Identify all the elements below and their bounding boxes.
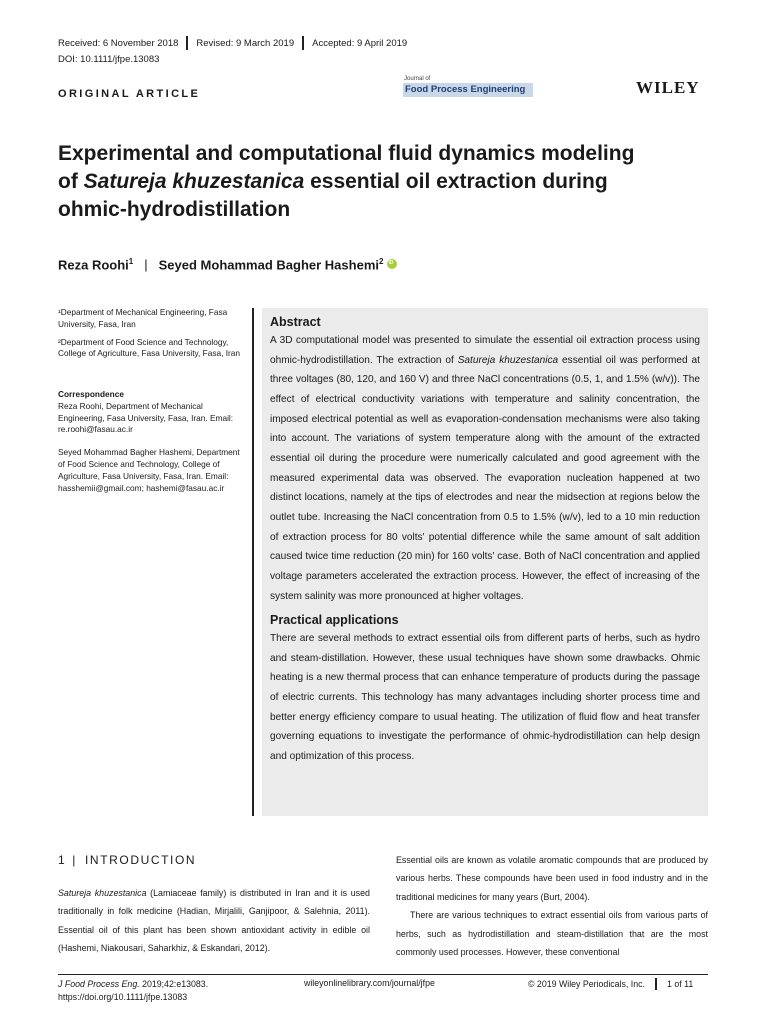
affiliation-2: ²Department of Food Science and Technology, College of Agriculture, Fasa University, Fasa, Iran [58, 336, 240, 359]
abstract-text: A 3D computational model was presented to simulate the essential oil extraction process using ohmic-hydrodistillation. The extraction of Satureja khuzestanica essential oil was performed at three voltages (80, 120, and 160 V) and three NaCl concentrations (0.5, 1, and 1.5% (w/v)). The effect of electrical conductivity variations with temperature and salinity concentration, the imposed electrical potential as well as evaporation-condensation mechanisms were also taking into account. The variations of system temperature along with the amount of the extracted essential oil during the procedure were numerically calculated and good agreement with the measured experimental data was observed. The evaporation nucleation happened at two distinct locations, namely at the tips of electrodes and near the midsection at regions below the outlet tube. Increasing the NaCl concentration from 0.5 to 1.5% (w/v), led to a 10 min reduction of extraction process for 80 volts' potential difference while the same amount of salt addition caused twice time reduction (20 min) for 160 volts' case. Both of NaCl concentration and applied voltage parameters accelerated the extraction process. However, the effect of increasing of the system salinity was more pronounced at higher voltages. [270, 335, 700, 602]
correspondence [58, 389, 244, 500]
intro-paragraph-1: Satureja khuzestanica (Lamiaceae family) is distributed in Iran and it is used traditionally in folk medicine (Hadian, Mirjalili, Ganjipoor, & Salehnia, 2011). Essential oil of this plant has been shown antioxidant activity in edible oil (Hashemi, Niakousari, Saharkhiz, & Eskandari, 2012). [58, 888, 370, 954]
publisher-logo[interactable]: WILEY [636, 78, 700, 97]
accepted-date: Accepted: 9 April 2019 [312, 37, 408, 49]
intro-right-column [396, 851, 708, 961]
affiliation-1: ¹Department of Mechanical Engineering, Fasa University, Fasa, Iran [58, 307, 228, 329]
author-2[interactable]: Seyed Mohammad Bagher Hashemi$^2$ [158, 257, 384, 273]
intro-paragraph-2: Essential oils are known as volatile aromatic compounds that are produced by various herbs. These compounds have been used in food industry and in the traditional medicines for many years (Burt, 2004). [396, 855, 708, 902]
article-dates [58, 36, 407, 50]
footer-rule [58, 974, 708, 975]
intro-left-column [58, 884, 370, 958]
date-divider [186, 36, 188, 50]
practical-applications-text: There are several methods to extract essential oils from different parts of herbs, such as hydro and steam-distillation. However, these usual techniques have shown some drawbacks. Ohmic heating is a new thermal process that can enhance temperature of products during the passage of electric currents. This technology has many advantages including shorter process time and better energy efficiency compare to usual heating. The utilization of fluid flow and heat transfer governing equations to investigate the performance of ohmic-hydrodistillation can help design and optimization of this process. [270, 633, 700, 762]
title-line-3: ohmic-hydrodistillation [58, 198, 291, 221]
journal-name: Food Process Engineering [405, 84, 526, 95]
date-divider [302, 36, 304, 50]
abstract-panel [262, 308, 708, 816]
title-line-1: Experimental and computational fluid dynamics modeling [58, 142, 635, 165]
author-1[interactable]: Reza Roohi$^1$ [58, 257, 134, 273]
orcid-icon[interactable] [387, 259, 397, 269]
footer-divider [655, 978, 657, 990]
footer-doi-link[interactable]: https://doi.org/10.1111/jfpe.13083 [58, 991, 188, 1002]
article-title [58, 140, 698, 224]
article-type: ORIGINAL ARTICLE [58, 88, 201, 100]
title-line-2: of Satureja khuzestanica essential oil extraction during [58, 170, 608, 193]
footer-journal-link[interactable]: wileyonlinelibrary.com/journal/jfpe [304, 978, 435, 988]
journal-logo[interactable] [403, 76, 533, 98]
practical-applications-heading: Practical applications [270, 613, 399, 628]
author-list [58, 257, 397, 272]
species-name: Satureja khuzestanica [83, 170, 305, 193]
intro-paragraph-3: There are various techniques to extract essential oils from various parts of herbs, such as hydrodistillation and steam-distillation that are the most commonly used processes. However, these conventional [396, 910, 708, 958]
journal-prefix: Journal of [404, 76, 431, 82]
footer-copyright [528, 978, 693, 990]
revised-date: Revised: 9 March 2019 [196, 37, 295, 49]
correspondence-author-2: Seyed Mohammad Bagher Hashemi, Department of Food Science and Technology, College of Agriculture, Fasa University, Fasa, Iran. Email: hasshemii@gmail.com; hashemi@fasau.ac.ir [58, 447, 240, 493]
section-heading-introduction: 1 | INTRODUCTION [58, 853, 197, 867]
author-divider: | [144, 257, 148, 273]
correspondence-label: Correspondence [58, 389, 124, 399]
abstract-heading: Abstract [270, 315, 321, 329]
abstract-rule [252, 308, 254, 816]
received-date: Received: 6 November 2018 [58, 37, 179, 49]
footer-citation: J Food Process Eng. 2019;42:e13083. https://doi.org/10.1111/jfpe.13083 [58, 979, 209, 1002]
doi[interactable]: DOI: 10.1111/jfpe.13083 [58, 54, 160, 65]
affiliations [58, 307, 244, 366]
copyright-text: © 2019 Wiley Periodicals, Inc. [528, 979, 645, 989]
correspondence-author-1: Reza Roohi, Department of Mechanical Engineering, Fasa University, Fasa, Iran. Email: re.roohi@fasau.ac.ir [58, 400, 234, 435]
page-number: 1 of 11 [666, 979, 694, 989]
